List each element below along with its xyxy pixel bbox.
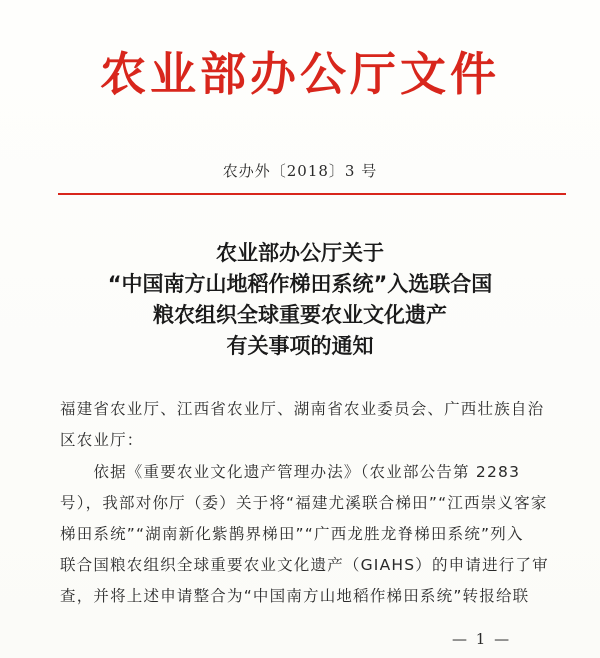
notice-title-line: “中国南方山地稻作梯田系统”入选联合国 xyxy=(107,272,493,296)
addressee-line: 区农业厅： xyxy=(60,431,144,449)
document-header-title: 农业部办公厅文件 xyxy=(100,47,500,101)
document-number: 农办外〔2018〕3 号 xyxy=(222,162,378,180)
notice-title-line: 有关事项的通知 xyxy=(226,334,374,358)
page-number: — 1 — xyxy=(452,630,512,648)
addressee-block xyxy=(60,394,572,456)
red-divider-line xyxy=(58,193,566,195)
notice-title xyxy=(0,238,600,362)
notice-title-line: 粮农组织全球重要农业文化遗产 xyxy=(153,303,447,327)
paragraph-line: 查，并将上述申请整合为“中国南方山地稻作梯田系统”转报给联 xyxy=(60,587,530,605)
paragraph-line: 梯田系统”“湖南新化紫鹊界梯田”“广西龙胜龙脊梯田系统”列入 xyxy=(60,525,524,543)
addressee-line: 福建省农业厅、江西省农业厅、湖南省农业委员会、广西壮族自治 xyxy=(60,400,545,418)
paragraph-line: 依据《重要农业文化遗产管理办法》（农业部公告第 2283 xyxy=(60,463,521,481)
paragraph-line: 联合国粮农组织全球重要农业文化遗产（GIAHS）的申请进行了审 xyxy=(60,556,549,574)
notice-title-line: 农业部办公厅关于 xyxy=(216,241,384,265)
body-paragraph xyxy=(60,457,572,612)
paragraph-line: 号），我部对你厅（委）关于将“福建尤溪联合梯田”“江西崇义客家 xyxy=(60,494,548,512)
